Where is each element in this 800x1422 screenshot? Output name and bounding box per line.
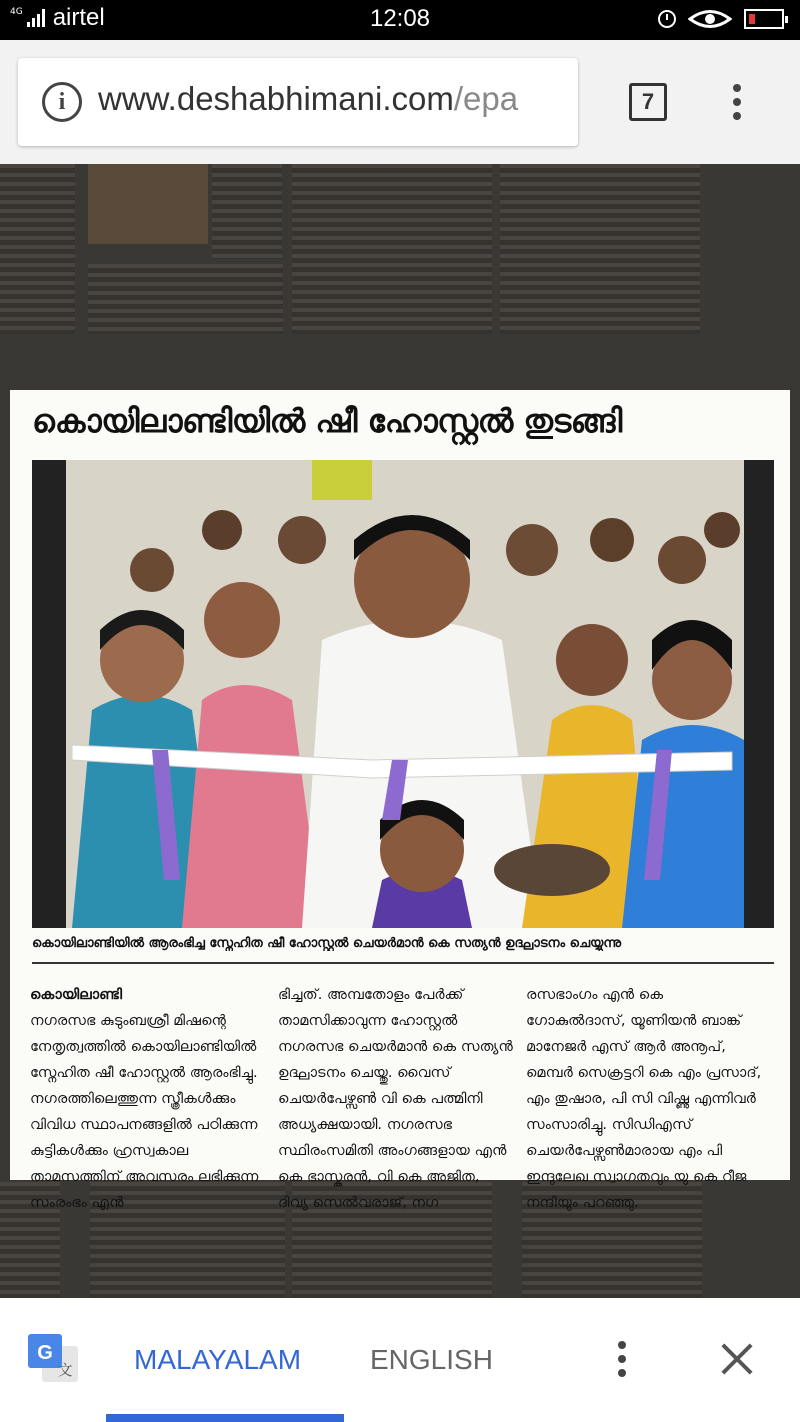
article-text: രസഭാംഗം എൻ കെ ഗോകുൽദാസ്, യൂണിയൻ ബാങ്ക് മാനേജർ എസ് ആർ അനൂപ്, മെമ്പർ സെക്രട്ടറി കെ എം പ്രസാദ്, എം തുഷാര, പി സി വിഷ്ണു എന്നിവർ സംസാരിച്ചു. സിഡിഎസ് ചെയർപേഴ്സൺമാരായ എം പി ഇന്ദുലേഖ സ്വാഗതവും യു കെ റീജ നന്ദിയും പറഞ്ഞു. — [526, 986, 762, 1211]
url-text[interactable] — [98, 80, 568, 118]
article-dateline: കൊയിലാണ്ടി — [30, 986, 123, 1003]
article-text: ഭിച്ചത്. അമ്പതോളം പേർക്ക് താമസിക്കാവുന്ന ഹോസ്റ്റൽ നഗരസഭ ചെയർമാൻ കെ സത്യൻ ഉദ്ഘാടനം ചെയ്തു. വൈസ് ചെയർപേഴ്സൺ വി കെ പത്മിനി അധ്യക്ഷയായി. നഗരസഭ സ്ഥിരംസമിതി അംഗങ്ങളായ എൻ കെ ഭാസ്കരൻ, വി കെ അജിത, ദിവ്യ സെൽവരാജ്, നഗ — [278, 986, 513, 1211]
alarm-icon — [658, 10, 676, 28]
tab-target-language[interactable]: ENGLISH — [370, 1344, 493, 1375]
translate-options-icon[interactable] — [617, 1341, 627, 1377]
article-headline: കൊയിലാണ്ടിയിൽ ഷീ ഹോസ്റ്റൽ തുടങ്ങി — [32, 402, 622, 440]
article-column-1 — [30, 982, 266, 1216]
url-path: /epa — [453, 80, 519, 117]
status-icons — [658, 8, 784, 30]
article-text: നഗരസഭ കുടുംബശ്രീ മിഷന്റെ നേതൃത്വത്തിൽ കൊയിലാണ്ടിയിൽ സ്നേഹിത ഷീ ഹോസ്റ്റൽ ആരംഭിച്ചു. നഗരത്തിലെത്തുന്ന സ്ത്രീകൾക്കും വിവിധ സ്ഥാപനങ്ങളിൽ പഠിക്കുന്ന കുട്ടികൾക്കും ഹ്രസ്വകാല താമസത്തിന് അവസരം ലഭിക്കുന്ന സംരംഭം എൻ — [30, 1012, 259, 1211]
bg-text-column — [88, 264, 283, 334]
status-bar — [0, 0, 800, 40]
browser-menu-icon[interactable] — [732, 84, 742, 120]
address-bar[interactable] — [18, 58, 578, 146]
news-article — [10, 390, 790, 1211]
photo-caption: കൊയിലാണ്ടിയിൽ ആരംഭിച്ച സ്നേഹിത ഷീ ഹോസ്റ്റൽ ചെയർമാൻ കെ സത്യൻ ഉദ്ഘാടനം ചെയ്യുന്നു — [32, 936, 622, 951]
bg-text-column — [500, 164, 700, 334]
article-column-2 — [278, 982, 514, 1216]
svg-text:文: 文 — [57, 1361, 73, 1379]
bg-text-column — [292, 164, 492, 334]
browser-toolbar — [0, 40, 800, 164]
close-icon[interactable] — [720, 1342, 754, 1376]
clock: 12:08 — [369, 5, 431, 32]
carrier-name: airtel — [52, 4, 105, 31]
caption-divider — [32, 962, 774, 964]
tab-switcher-button[interactable]: 7 — [629, 83, 667, 121]
url-host: www.deshabhimani.com — [98, 80, 454, 117]
selected-tab-indicator — [106, 1414, 344, 1422]
translate-bar — [0, 1298, 800, 1422]
google-translate-icon[interactable] — [28, 1334, 80, 1384]
ribbon-cutting-photo — [32, 460, 774, 928]
svg-text:G: G — [37, 1342, 53, 1364]
battery-icon — [744, 9, 784, 29]
bg-thumbnail — [88, 164, 208, 244]
network-type: 4G — [10, 6, 23, 17]
article-photo — [32, 460, 774, 928]
bg-text-column — [0, 164, 75, 334]
article-column-3 — [526, 982, 762, 1216]
info-icon[interactable]: i — [42, 82, 82, 122]
eye-comfort-icon — [688, 8, 732, 30]
bg-text-column — [212, 164, 282, 259]
tab-source-language[interactable]: MALAYALAM — [134, 1344, 302, 1375]
